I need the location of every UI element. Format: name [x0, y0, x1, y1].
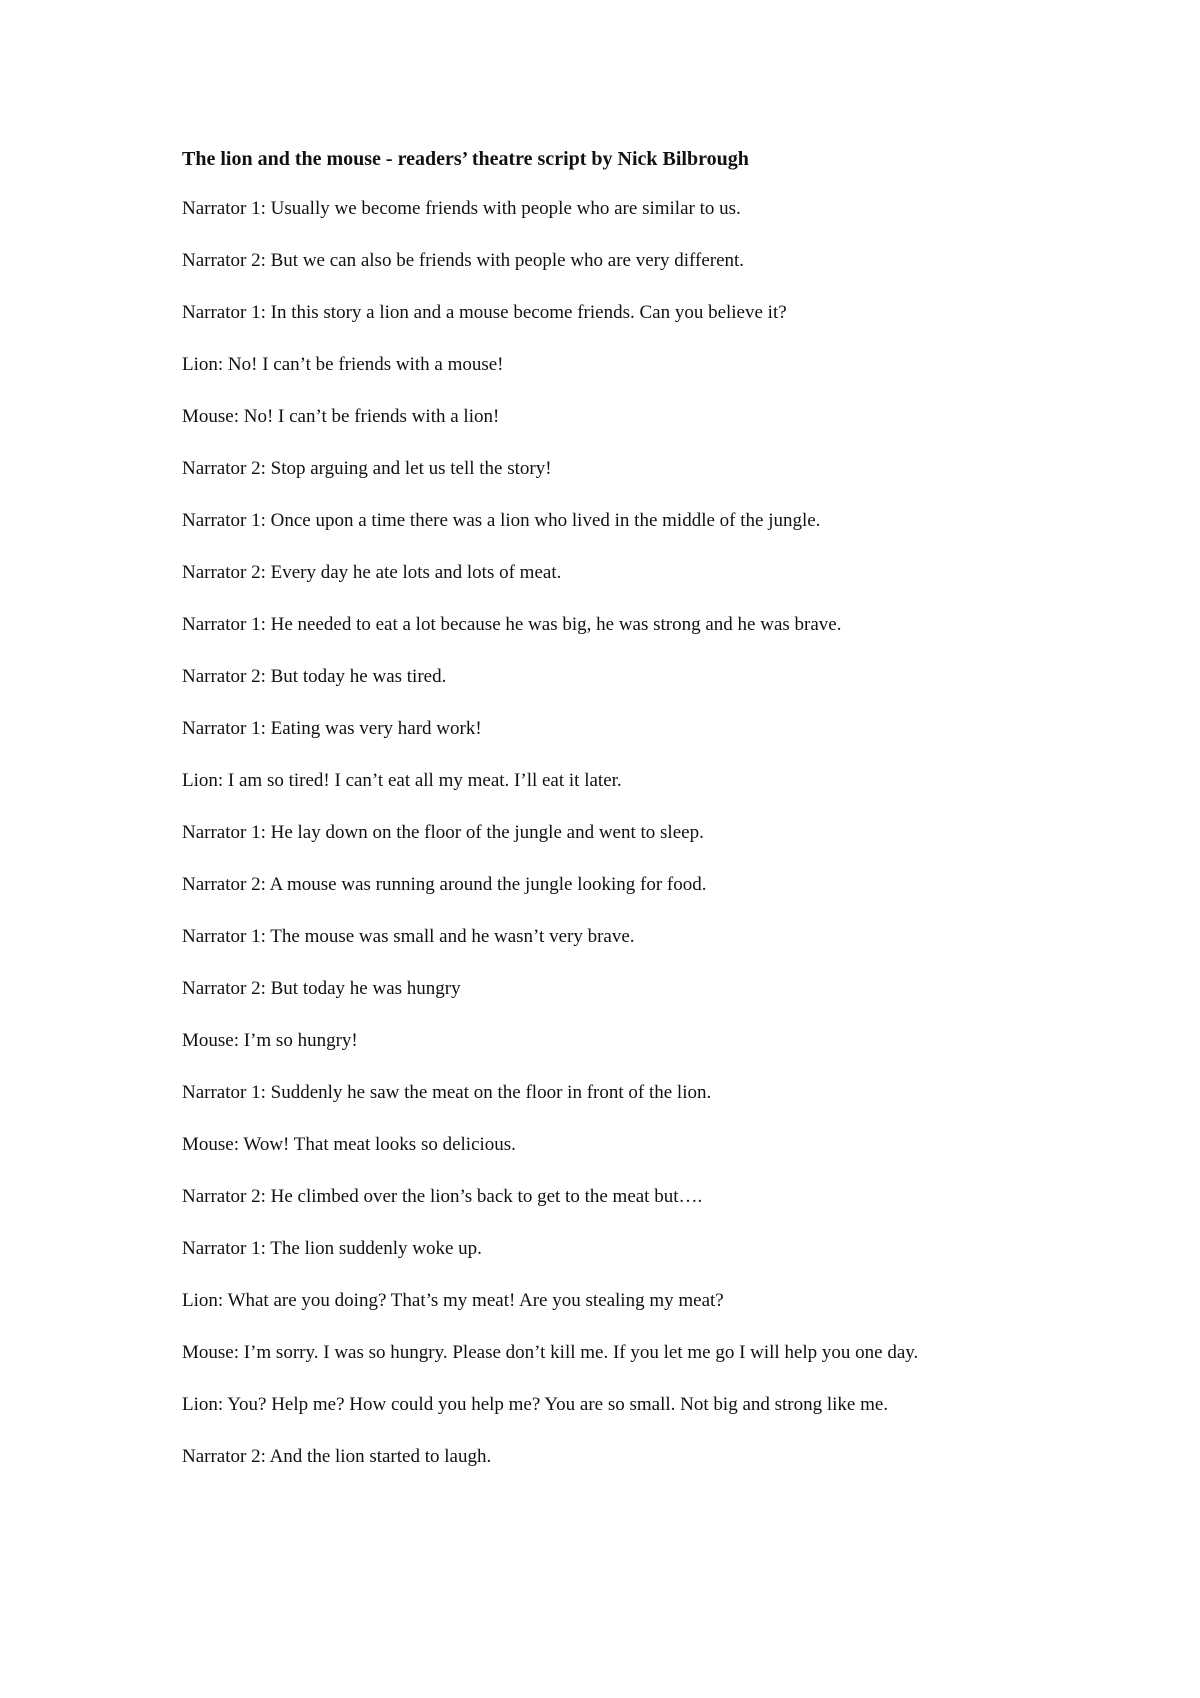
script-line: Mouse: No! I can’t be friends with a lion! — [182, 406, 500, 427]
script-line: Narrator 2: Every day he ate lots and lots of meat. — [182, 562, 562, 583]
script-content — [182, 146, 1012, 1496]
script-line: Narrator 2: Stop arguing and let us tell the story! — [182, 458, 552, 479]
script-line: Lion: You? Help me? How could you help me? You are so small. Not big and strong like me. — [182, 1394, 889, 1415]
script-line: Lion: I am so tired! I can’t eat all my meat. I’ll eat it later. — [182, 770, 622, 791]
script-line: Narrator 2: But today he was hungry — [182, 978, 461, 999]
script-line: Narrator 1: The mouse was small and he wasn’t very brave. — [182, 926, 635, 947]
script-line: Narrator 1: He lay down on the floor of the jungle and went to sleep. — [182, 822, 704, 843]
script-line: Lion: What are you doing? That’s my meat! Are you stealing my meat? — [182, 1290, 724, 1311]
script-line: Narrator 2: But we can also be friends with people who are very different. — [182, 250, 745, 271]
document-title: The lion and the mouse - readers’ theatre script by Nick Bilbrough — [182, 148, 749, 170]
script-line: Narrator 2: But today he was tired. — [182, 666, 447, 687]
script-line: Narrator 2: He climbed over the lion’s back to get to the meat but…. — [182, 1186, 703, 1207]
script-line: Narrator 1: The lion suddenly woke up. — [182, 1238, 482, 1259]
script-line: Mouse: I’m sorry. I was so hungry. Please don’t kill me. If you let me go I will help you one day. — [182, 1342, 919, 1363]
script-line: Narrator 1: Usually we become friends with people who are similar to us. — [182, 198, 741, 219]
script-line: Narrator 2: And the lion started to laugh. — [182, 1446, 492, 1467]
script-line: Lion: No! I can’t be friends with a mouse! — [182, 354, 504, 375]
script-line: Narrator 1: Eating was very hard work! — [182, 718, 482, 739]
script-line: Narrator 1: In this story a lion and a mouse become friends. Can you believe it? — [182, 302, 787, 323]
script-line: Narrator 1: Suddenly he saw the meat on the floor in front of the lion. — [182, 1082, 712, 1103]
script-line: Mouse: I’m so hungry! — [182, 1030, 358, 1051]
script-line: Narrator 1: Once upon a time there was a lion who lived in the middle of the jungle. — [182, 510, 821, 531]
script-line: Narrator 1: He needed to eat a lot because he was big, he was strong and he was brave. — [182, 614, 842, 635]
script-line: Narrator 2: A mouse was running around the jungle looking for food. — [182, 874, 707, 895]
script-line: Mouse: Wow! That meat looks so delicious. — [182, 1134, 516, 1155]
